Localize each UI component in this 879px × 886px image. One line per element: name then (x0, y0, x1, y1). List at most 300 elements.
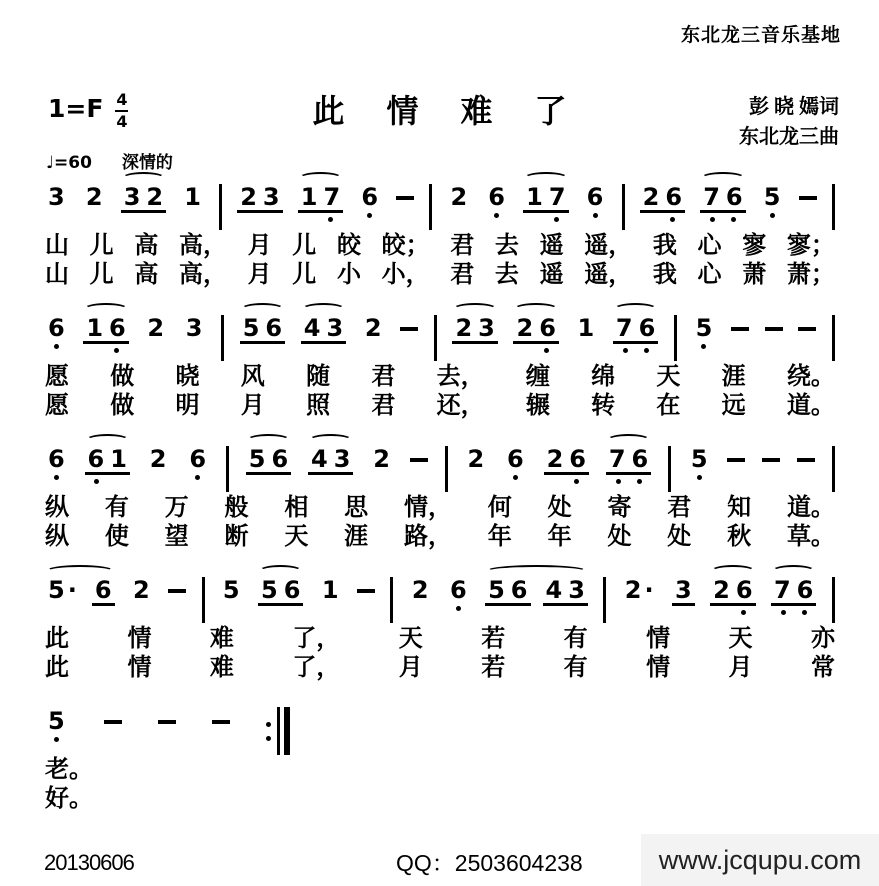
note-digits (237, 185, 282, 213)
octave-dot-slot (546, 213, 567, 222)
note (144, 303, 167, 349)
note-digits (358, 185, 381, 209)
octave-dot-slot (302, 344, 323, 353)
lyrics-row-2 (45, 261, 835, 290)
note-digit: 5 (690, 445, 708, 473)
octave-dot-slot (320, 213, 341, 222)
octave-dots-row (221, 602, 242, 611)
lyric-syllable: 了， (292, 626, 341, 652)
octave-dot-slot (310, 475, 331, 484)
note-digit: 2 (455, 314, 473, 342)
note (83, 172, 106, 218)
slur-arc (772, 565, 815, 577)
lyric-syllable: 情 (646, 626, 671, 652)
note-digits (672, 578, 695, 606)
lyric-syllable: 常 (810, 655, 835, 681)
lyric-syllable: 道。 (786, 393, 835, 419)
barline (603, 577, 606, 623)
note-digit: 2 (642, 183, 660, 211)
slur-group (45, 565, 115, 615)
note-digit: 2 (149, 445, 167, 473)
score (45, 172, 835, 827)
note-group (258, 565, 303, 615)
notes-row (45, 434, 835, 494)
lyric-syllable: 高， (178, 233, 227, 259)
note-group (485, 578, 530, 615)
song-title: 此情难了 (312, 93, 609, 129)
barline (221, 315, 224, 361)
note (358, 172, 381, 218)
octave-dot-slot (536, 344, 557, 353)
lyric-syllable: 绵 (591, 364, 616, 390)
note-digit: 5 (695, 314, 713, 342)
note-digit: 5 (48, 707, 65, 735)
lyric-syllable: 寄 (607, 495, 632, 521)
note-digit: 2 (516, 314, 534, 342)
note-digits (144, 316, 167, 340)
slur-arc (241, 303, 284, 315)
note-digits (319, 578, 342, 602)
barline (445, 446, 448, 492)
lyric-syllable: 高 (134, 233, 159, 259)
repeat-dot (266, 722, 271, 727)
note-digits (447, 578, 470, 602)
note-digit: 2 (450, 183, 468, 211)
lyricist-credit: 彭 晓 嫣词 (749, 96, 839, 118)
lyric-syllable: 寥 (742, 233, 767, 259)
octave-dot-slot (247, 475, 268, 484)
dash-rest (797, 458, 815, 462)
note-digits (258, 578, 303, 606)
key-root: 1=F (48, 94, 104, 123)
octave-dot-slot (565, 606, 586, 615)
octave-dot-slot (448, 602, 469, 611)
note-group (523, 172, 568, 222)
octave-dot-slot (723, 213, 744, 222)
lyric-syllable: 若 (481, 655, 506, 681)
lyric-syllable: 明 (175, 393, 200, 419)
lyric-syllable: 道。 (786, 495, 835, 521)
note-digits (575, 316, 598, 340)
octave-dot-slot (508, 606, 529, 615)
octave-dots-row (371, 471, 392, 480)
note-digits (121, 185, 166, 213)
dash-rest (158, 720, 176, 724)
note-digits (85, 447, 130, 475)
note-digit: 1 (184, 183, 201, 211)
barline (832, 184, 835, 230)
note-digit: 3 (478, 314, 495, 342)
note-group (700, 172, 745, 222)
note-digits (186, 447, 209, 471)
octave-dot-slot (268, 475, 289, 484)
octave-dot-low (781, 610, 786, 615)
lyric-syllable: 遥 (539, 233, 564, 259)
octave-dot-slot (122, 213, 143, 222)
octave-dot-slot (187, 471, 208, 480)
octave-dots-row (52, 602, 73, 611)
slur-arc (299, 172, 342, 184)
note (622, 565, 657, 611)
octave-dots-row (629, 602, 650, 611)
octave-dot-slot (107, 475, 128, 484)
note-digit: 6 (638, 314, 656, 342)
thick-barline (284, 707, 290, 755)
octave-dot-low (195, 475, 200, 480)
lyric-syllable: 君 (667, 495, 692, 521)
octave-dot-low (616, 479, 621, 484)
octave-dot-slot (762, 209, 783, 218)
lyric-syllable: 处 (667, 524, 692, 550)
note-digit: 2 (411, 576, 429, 604)
octave-dot-slot (148, 471, 169, 480)
slur-arc (122, 172, 165, 184)
note-group (85, 434, 130, 484)
octave-dot-slot (629, 602, 650, 611)
octave-dots-row (46, 209, 67, 218)
note-group (83, 303, 128, 353)
lyric-syllable: 缠 (525, 364, 550, 390)
note-digits (220, 578, 243, 602)
octave-dot-slot (544, 606, 565, 615)
end-repeat-barline (266, 707, 290, 755)
octave-dot-slot (46, 733, 67, 742)
lyric-syllable: 儿 (292, 233, 317, 259)
octave-dots-row (241, 344, 283, 353)
note-digit: 5 · (48, 576, 77, 604)
note-digit: 1 (86, 314, 104, 342)
lyrics-row-2 (45, 785, 835, 814)
note-digits (409, 578, 432, 602)
lyric-syllable: 有 (104, 495, 129, 521)
slur-arc (259, 565, 302, 577)
octave-dot-low (328, 217, 333, 222)
lyric-syllable: 寥； (786, 233, 835, 259)
octave-dots-row (505, 471, 526, 480)
note-digit: 2 (147, 314, 165, 342)
octave-dots-row (693, 340, 714, 349)
key-signature (48, 90, 128, 131)
note (45, 172, 68, 218)
lyric-syllable: 我 (652, 262, 677, 288)
note-digits (485, 185, 508, 209)
note (761, 172, 784, 218)
note-digit: 2 (85, 183, 103, 211)
note (485, 172, 508, 218)
lyric-syllable: 愿 (45, 364, 69, 390)
octave-dot-slot (636, 344, 657, 353)
octave-dots-row (545, 475, 587, 484)
octave-dot-slot (454, 344, 475, 353)
octave-dot-slot (363, 340, 384, 349)
octave-dots-row (84, 209, 105, 218)
lyric-syllable: 心 (697, 233, 722, 259)
time-signature (115, 92, 128, 130)
lyric-syllable: 去 (494, 233, 519, 259)
note-digit: 6 (94, 576, 112, 604)
note-digit: 3 (326, 314, 344, 342)
barline (219, 184, 222, 230)
note-digits (301, 316, 346, 344)
barline (434, 315, 437, 361)
note-digits (370, 447, 393, 471)
repeat-dot (266, 736, 271, 741)
lyric-syllable: 转 (591, 393, 616, 419)
octave-dots-row (673, 606, 694, 615)
note-digit: 6 (735, 576, 753, 604)
lyric-syllable: 若 (481, 626, 506, 652)
octave-dot-slot (46, 471, 67, 480)
lyric-syllable: 辗 (525, 393, 550, 419)
octave-dots-row (122, 213, 164, 222)
note-digits (45, 578, 80, 602)
note-digits (45, 709, 68, 733)
octave-dots-row (448, 602, 469, 611)
octave-dot-low (623, 348, 628, 353)
note-group (121, 172, 166, 222)
lyrics-row-2 (45, 523, 835, 552)
note-digit: 1 (321, 576, 339, 604)
note-group (710, 565, 755, 615)
lyric-syllable: 山 (45, 262, 69, 288)
lyric-syllable: 了， (292, 655, 341, 681)
octave-dot-slot (566, 475, 587, 484)
slur-arc (701, 172, 744, 184)
lyrics-row-1 (45, 756, 835, 785)
octave-dots-row (410, 602, 431, 611)
note-digit: 4 (310, 445, 328, 473)
octave-dot-slot (320, 602, 341, 611)
lyric-syllable: 皎 (336, 233, 361, 259)
note-digit: 6 (631, 445, 649, 473)
note-digits (771, 578, 816, 606)
barline (832, 446, 835, 492)
octave-dots-row (247, 475, 289, 484)
barline (226, 446, 229, 492)
note-digit: 5 (242, 314, 260, 342)
octave-dots-row (299, 213, 341, 222)
note-digit: 2 (146, 183, 164, 211)
octave-dot-slot (359, 209, 380, 218)
octave-dots-row (448, 209, 469, 218)
octave-dots-row (302, 344, 344, 353)
barline (832, 577, 835, 623)
slur-arc (453, 303, 496, 315)
note-digits (485, 578, 530, 606)
note-digits (700, 185, 745, 213)
octave-dot-low (701, 344, 706, 349)
octave-dot-low (637, 479, 642, 484)
lyric-syllable: 亦 (810, 626, 835, 652)
octave-dots-row (145, 340, 166, 349)
octave-dots-row (486, 209, 507, 218)
slur-arc (524, 172, 567, 184)
octave-dot-slot (46, 209, 67, 218)
lyric-syllable: 情 (127, 626, 152, 652)
octave-dot-low (544, 348, 549, 353)
lyric-syllable: 去 (494, 262, 519, 288)
note-group (543, 578, 588, 615)
expression-marking: 深情的 (121, 153, 173, 172)
slur-arc (86, 434, 129, 446)
octave-dot-slot (608, 475, 629, 484)
octave-dot-low (574, 479, 579, 484)
note-group (240, 303, 285, 353)
octave-dot-low (593, 213, 598, 218)
octave-dots-row (641, 213, 683, 222)
octave-dots-row (46, 733, 67, 742)
note-digits (710, 578, 755, 606)
slur-arc (711, 565, 754, 577)
note-digits (688, 447, 711, 471)
note-digit: 6 (586, 183, 604, 211)
lyric-syllable: 萧 (742, 262, 767, 288)
slur-arc (84, 303, 127, 315)
note-group (613, 303, 658, 353)
octave-dot-slot (773, 606, 794, 615)
note (220, 565, 243, 611)
lyric-syllable: 君 (371, 364, 396, 390)
octave-dot-low (513, 475, 518, 480)
octave-dot-low (554, 217, 559, 222)
lyric-syllable: 儿 (89, 262, 114, 288)
lyric-syllable: 儿 (292, 262, 317, 288)
note-digit: 3 (262, 183, 280, 211)
octave-dot-slot (241, 344, 262, 353)
note-digit: 6 (507, 445, 524, 473)
lyric-syllable: 草。 (786, 524, 835, 550)
octave-dots-row (585, 209, 606, 218)
note-digit: 2 (467, 445, 485, 473)
octave-dot-slot (693, 340, 714, 349)
note-group (298, 172, 343, 222)
lyric-syllable: 相 (284, 495, 309, 521)
slur-group (485, 565, 588, 615)
lyric-syllable: 高 (134, 262, 159, 288)
note-digits (622, 578, 657, 602)
note-group (513, 303, 558, 353)
lyric-syllable: 绕。 (786, 364, 835, 390)
octave-dot-low (114, 348, 119, 353)
note-digit: 2 · (624, 576, 654, 604)
note-digits (362, 316, 385, 340)
footer-date: 20130606 (44, 850, 134, 875)
octave-dot-slot (86, 475, 107, 484)
tempo-marking (46, 148, 173, 173)
octave-dots-row (46, 471, 67, 480)
octave-dots-row (575, 340, 596, 349)
lyric-syllable: 处 (607, 524, 632, 550)
time-signature-top: 4 (116, 90, 128, 109)
octave-dots-row (239, 213, 281, 222)
octave-dots-row (182, 209, 203, 218)
octave-dot-slot (323, 344, 344, 353)
barline (429, 184, 432, 230)
note-digit: 6 (665, 183, 683, 211)
note (45, 696, 68, 742)
dash-rest (357, 589, 375, 593)
octave-dot-slot (85, 344, 106, 353)
note-digit: 5 (222, 576, 240, 604)
notes-row (45, 696, 835, 756)
lyric-syllable: 纵 (45, 524, 69, 550)
note-group (308, 434, 353, 484)
note-digit: 6 (109, 314, 126, 342)
note-group (606, 434, 651, 484)
music-system (45, 696, 835, 814)
lyric-syllable: 遥， (584, 262, 633, 288)
dash-rest (396, 196, 414, 200)
note-digit: 1 (110, 445, 127, 473)
lyric-syllable: 晓 (175, 364, 200, 390)
octave-dot-slot (260, 606, 281, 615)
note-digits (130, 578, 153, 602)
lyric-syllable: 情， (403, 495, 452, 521)
slur-arc (247, 434, 290, 446)
octave-dots-row (689, 471, 710, 480)
octave-dot-slot (410, 602, 431, 611)
note-digit: 5 (261, 576, 278, 604)
octave-dot-low (54, 737, 59, 742)
barline (622, 184, 625, 230)
note-digits (761, 185, 784, 209)
note (688, 434, 711, 480)
note (464, 434, 487, 480)
note-digit: 3 (568, 576, 585, 604)
octave-dots-row (310, 475, 352, 484)
barline (202, 577, 205, 623)
note-digits (183, 316, 206, 340)
music-system (45, 303, 835, 421)
note-digit: 7 (323, 183, 341, 211)
octave-dots-row (515, 344, 557, 353)
note-digit: 6 (361, 183, 379, 211)
octave-dot-slot (465, 471, 486, 480)
octave-dot-slot (702, 213, 723, 222)
lyric-syllable: 远 (721, 393, 746, 419)
lyric-syllable: 心 (697, 262, 722, 288)
note-digits (298, 185, 343, 213)
octave-dots-row (363, 340, 384, 349)
note (447, 172, 470, 218)
note-digit: 7 (773, 576, 791, 604)
octave-dot-low (54, 475, 59, 480)
slur-arc (302, 303, 345, 315)
music-system (45, 172, 835, 290)
lyric-syllable: 做 (110, 364, 135, 390)
note (409, 565, 432, 611)
lyrics-row-2 (45, 654, 835, 683)
note-digit: 2 (373, 445, 390, 473)
note-digits (523, 185, 568, 213)
note (181, 172, 204, 218)
octave-dot-slot (515, 344, 536, 353)
slur-arc (607, 434, 650, 446)
note-digit: 5 (763, 183, 781, 211)
dash-rest (104, 720, 122, 724)
lyric-syllable: 随 (306, 364, 331, 390)
lyric-syllable: 山 (45, 233, 69, 259)
note-group (237, 172, 282, 222)
lyric-syllable: 断 (224, 524, 249, 550)
note-digits (543, 578, 588, 606)
octave-dots-row (712, 606, 754, 615)
lyric-syllable: 君 (450, 233, 475, 259)
lyric-syllable: 知 (727, 495, 752, 521)
note-digit: 3 (48, 183, 65, 211)
lyric-syllable: 难 (209, 626, 234, 652)
lyric-syllable: 皎； (381, 233, 430, 259)
